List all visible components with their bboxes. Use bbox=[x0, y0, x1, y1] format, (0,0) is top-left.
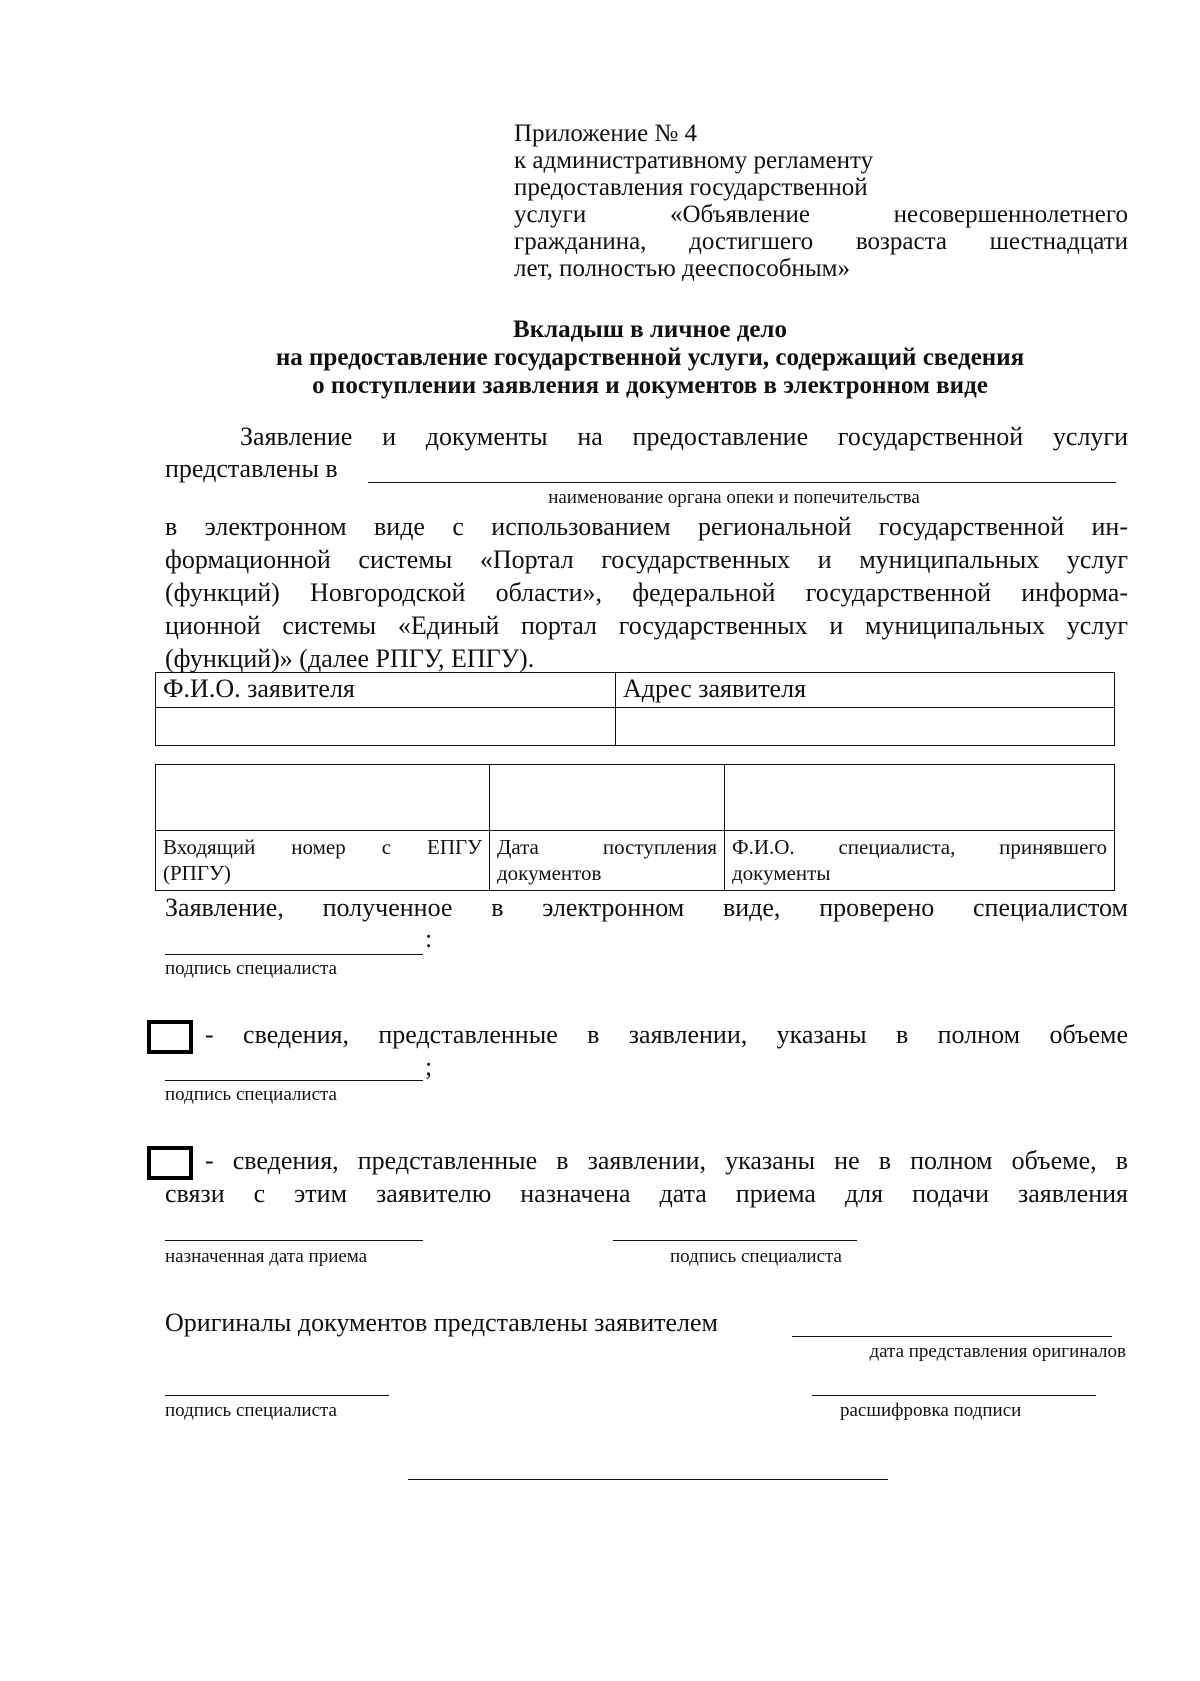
partial-signature-caption: подпись специалиста bbox=[670, 1246, 842, 1267]
intro-line: в электронном виде с использованием региональной государственной ин- bbox=[165, 512, 1128, 541]
receipt-table bbox=[155, 764, 1115, 891]
intro-line: ционной системы «Единый портал государственных и муниципальных услуг bbox=[165, 611, 1128, 640]
check-signature-line[interactable] bbox=[165, 954, 423, 955]
title-line: Вкладыш в личное дело bbox=[513, 316, 787, 343]
header-text: Входящий номер с ЕПГУ bbox=[163, 835, 482, 859]
annex-line: к административному регламенту bbox=[514, 147, 874, 174]
annex-line: Приложение № 4 bbox=[514, 120, 698, 147]
originals-date-line[interactable] bbox=[792, 1336, 1112, 1337]
header-text: (РПГУ) bbox=[163, 861, 231, 885]
intro-line: представлены в bbox=[165, 454, 338, 483]
annex-line: предоставления государственной bbox=[514, 174, 868, 201]
check-colon: : bbox=[425, 924, 433, 953]
originals-signature-line[interactable] bbox=[165, 1395, 389, 1396]
full-info-checkbox[interactable] bbox=[147, 1020, 193, 1054]
document-title bbox=[150, 316, 1150, 400]
annex-line: лет, полностью дееспособным» bbox=[514, 255, 850, 282]
specialist-name-cell[interactable] bbox=[725, 765, 1115, 831]
header-text: Ф.И.О. специалиста, принявшего bbox=[732, 835, 1107, 859]
annex-line: услуги «Объявление несовершеннолетнего bbox=[514, 201, 1128, 228]
originals-text: Оригиналы документов представлены заявителем bbox=[165, 1308, 719, 1337]
check-caption: подпись специалиста bbox=[165, 958, 337, 979]
full-info-caption: подпись специалиста bbox=[165, 1084, 337, 1105]
receipt-date-cell[interactable] bbox=[490, 765, 725, 831]
check-text: Заявление, полученное в электронном виде, проверено специалистом bbox=[165, 893, 1128, 922]
applicant-name-cell[interactable] bbox=[156, 708, 616, 746]
signature-decode-line[interactable] bbox=[812, 1395, 1096, 1396]
incoming-number-header bbox=[156, 831, 490, 891]
applicant-address-header: Адрес заявителя bbox=[616, 673, 1115, 708]
title-line: на предоставление государственной услуги, содержащий сведения bbox=[275, 344, 1025, 371]
header-text: Дата поступления bbox=[497, 835, 717, 859]
partial-signature-line[interactable] bbox=[613, 1240, 857, 1241]
intro-line: (функций)» (далее РПГУ, ЕПГУ). bbox=[165, 644, 535, 673]
bottom-line bbox=[408, 1479, 888, 1480]
appointed-date-line[interactable] bbox=[165, 1240, 423, 1241]
full-info-semicolon: ; bbox=[425, 1052, 433, 1081]
intro-line: формационной системы «Портал государственных и муниципальных услуг bbox=[165, 545, 1128, 574]
originals-signature-caption: подпись специалиста bbox=[165, 1400, 337, 1421]
annex-line: гражданина, достигшего возраста шестнадцати bbox=[514, 228, 1128, 255]
partial-info-line: связи с этим заявителю назначена дата приема для подачи заявления bbox=[165, 1179, 1128, 1208]
org-name-caption: наименование органа опеки и попечительства bbox=[548, 487, 920, 508]
originals-date-caption: дата представления оригиналов bbox=[869, 1341, 1126, 1362]
applicant-address-cell[interactable] bbox=[616, 708, 1115, 746]
applicant-table bbox=[155, 672, 1115, 746]
intro-line: Заявление и документы на предоставление государственной услуги bbox=[240, 422, 1128, 451]
header-text: документы bbox=[732, 861, 831, 885]
receipt-date-header bbox=[490, 831, 725, 891]
applicant-name-header: Ф.И.О. заявителя bbox=[156, 673, 616, 708]
full-info-signature-line[interactable] bbox=[165, 1080, 423, 1081]
title-line: о поступлении заявления и документов в электронном виде bbox=[312, 372, 988, 399]
header-text: документов bbox=[497, 861, 602, 885]
partial-info-line: - сведения, представленные в заявлении, указаны не в полном объеме, в bbox=[205, 1146, 1128, 1175]
annex-header bbox=[514, 120, 1128, 282]
specialist-name-header bbox=[725, 831, 1115, 891]
intro-line: (функций) Новгородской области», федеральной государственной информа- bbox=[165, 578, 1128, 607]
full-info-text: - сведения, представленные в заявлении, указаны в полном объеме bbox=[205, 1020, 1128, 1049]
incoming-number-cell[interactable] bbox=[156, 765, 490, 831]
appointed-date-caption: назначенная дата приема bbox=[165, 1246, 368, 1267]
signature-decode-caption: расшифровка подписи bbox=[840, 1400, 1022, 1421]
org-name-field-line[interactable] bbox=[368, 482, 1116, 483]
partial-info-checkbox[interactable] bbox=[147, 1146, 193, 1180]
